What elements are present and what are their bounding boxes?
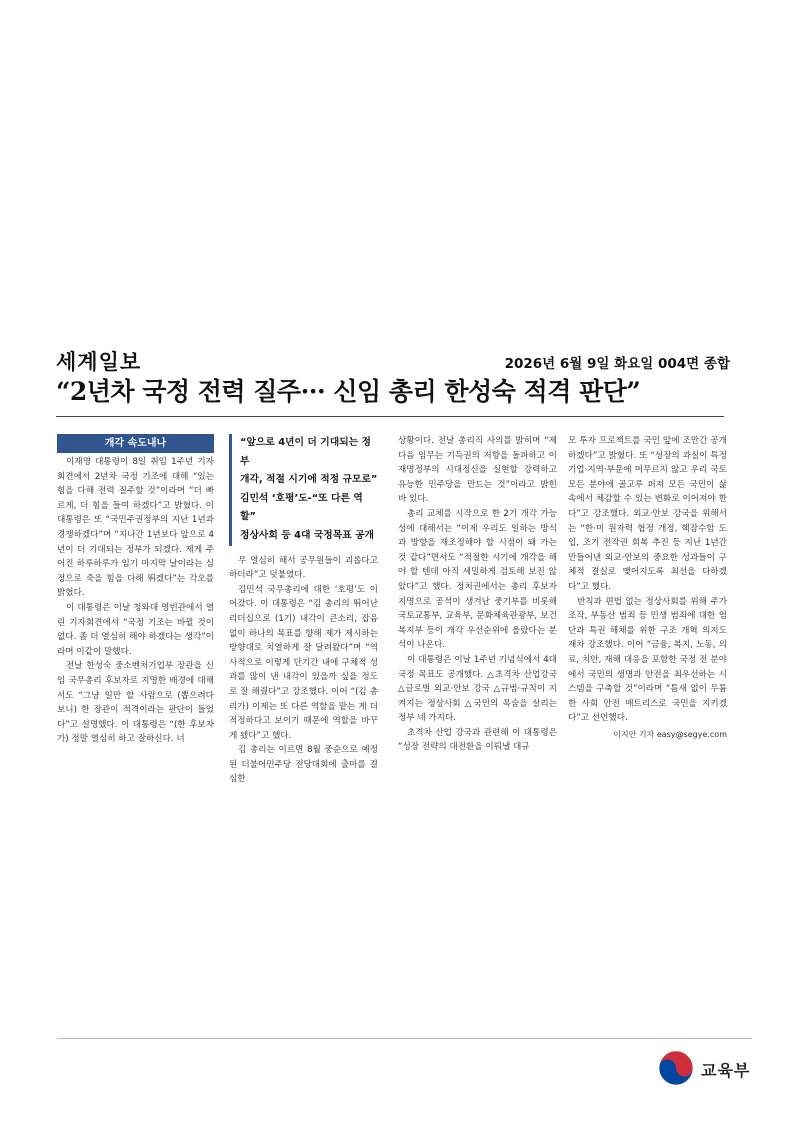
subheadline: 정상사회 등 4대 국정목표 공개 <box>240 529 375 541</box>
paragraph: 상황이다. 전날 총리직 사의를 밝히며 “제 다음 임무는 기득권의 저항을 돌파하고 이재명정부의 시대정신을 실현할 강력하고 유능한 민주당을 만드는 것”이라고 밝힌 바 있다. <box>398 436 557 505</box>
article-column-3 <box>398 434 557 755</box>
issue-info: 2026년 6월 9일 화요일 004면 종합 <box>504 356 730 372</box>
paragraph: 초격차 산업 강국과 관련해 이 대통령은 “성장 전략의 대전환을 이뤄낼 대규 <box>398 727 557 753</box>
byline: 이지안 기자 easy@segye.com <box>613 729 727 739</box>
paragraph: 총리 교체를 시작으로 한 2기 개각 가능성에 대해서는 “이제 우리도 일하는 방식과 방향을 재조정해야 할 시점이 돼 가는 것 같다”면서도 “적절한 시기에 개각을 해야 할 텐데 아직 세밀하게 검토해 보진 않았다”고 했다. 정치권에서는 총리 후보자 지명으로 공석이 생겨난 중기부를 비롯해 국토교통부, 교육부, 문화체육관광부, 보건복지부 등이 개각 우선순위에 올랐다는 분석이 나온다. <box>398 508 557 651</box>
newspaper-name: 세계일보 <box>56 349 142 374</box>
article-column-1 <box>57 434 214 747</box>
subheadline: 김민석 ‘호평’도-“또 다른 역할” <box>240 492 363 523</box>
paragraph: 무 열심히 해서 공무원들이 괴롭다고 하더라”고 덧붙였다. <box>229 555 378 581</box>
ministry-name: 교육부 <box>701 1061 751 1080</box>
paragraph: 김민석 국무총리에 대한 ‘호평’도 이어갔다. 이 대통령은 “김 총리의 뛰어난 리더십으로 (1기) 내각이 큰소리, 잡음 없이 하나의 목표를 향해 제가 제시하는 방향대로 치열하게 잘 달려왔다”며 “역사적으로 이렇게 단기간 내에 구체적 성과를 많이 낸 내각이 있을까 싶을 정도로 잘 해줬다”고 강조했다. 이어 “(김 총리가) 이제는 또 다른 역할을 맡는 게 더 적정하다고 보이기 때문에 역할을 바꾸게 됐다”고 했다. <box>229 584 378 741</box>
paragraph: 이 대통령은 이날 1주년 기념식에서 4대 국정 목표도 공개했다. △초격차 산업강국 △글로벌 외교·안보 강국 △규범·규칙이 지켜지는 정상사회 △국민의 목숨을 살리는 정부 네 가지다. <box>398 654 557 724</box>
subheadline-box <box>229 434 378 546</box>
headline: “2년차 국정 전력 질주··· 신임 총리 한성숙 적격 판단” <box>56 377 641 406</box>
headline-divider <box>56 416 724 417</box>
section-label: 개각 속도내나 <box>57 434 214 453</box>
paragraph: 반칙과 편법 없는 정상사회를 위해 주가 조작, 부동산 범죄 등 민생 범죄에 대한 엄단과 특권 해체를 위한 구조 개혁 의지도 재차 강조했다. 이어 “금융, 복지, 노동, 의료, 치안, 재해 대응을 포함한 국정 전 분야에서 국민의 생명과 안전을 최우선하는 시스템을 구축할 것”이라며 “틈새 없이 두툼한 사회 안전 매트리스로 국민을 지키겠다”고 선언했다. <box>568 596 727 724</box>
paragraph: 이재명 대통령이 8일 취임 1주년 기자회견에서 2년차 국정 기조에 대해 “있는 힘을 다해 전력 질주할 것”이라며 “더 빠르게, 더 힘을 들여 하겠다”고 밝혔다. 이 대통령은 또 “국민주권정부의 지난 1년과 경쟁하겠다”며 “지나간 1년보다 앞으로 4년이 더 기대되는 정부가 되겠다. 제게 주어진 하루하루가 임기 마지막 날이라는 심정으로 죽을 힘을 다해 뛰겠다”는 각오를 밝혔다. <box>57 457 214 599</box>
paragraph: 이 대통령은 이날 청와대 영빈관에서 열린 기자회견에서 “국정 기조는 바뀔 것이 없다. 좀 더 열심히 해야 하겠다는 생각”이라며 이같이 말했다. <box>57 602 214 657</box>
article-column-4 <box>568 434 727 742</box>
subheadline: “앞으로 4년이 더 기대되는 정부 <box>240 437 371 467</box>
subheadline: 개각, 적절 시기에 적정 규모로” <box>240 474 378 486</box>
taegeuk-emblem-icon <box>658 1050 694 1086</box>
article-column-2 <box>229 434 378 787</box>
footer-divider <box>57 1038 752 1039</box>
paragraph: 김 총리는 이르면 8월 중순으로 예정된 더불어민주당 전당대회에 출마를 결심한 <box>229 745 378 785</box>
paragraph: 전날 한성숙 중소벤처기업부 장관을 신임 국무총리 후보자로 지명한 배경에 대해서도 “그냥 일만 할 사람으로 (뽑으려다 보니) 한 장관이 적격이라는 판단이 들었다”고 설명했다. 이 대통령은 “(한 후보자가) 정말 열심히 하고 잘하신다. 너 <box>57 661 214 745</box>
ministry-logo <box>658 1050 758 1088</box>
masthead <box>56 346 730 374</box>
paragraph: 모 투자 프로젝트를 국민 앞에 조만간 공개하겠다”고 밝혔다. 또 “성장의 과실이 특정 기업·지역·부문에 머무르지 않고 우리 국토 모든 분야에 골고루 퍼져 모든 국민이 삶 속에서 체감할 수 있는 변화로 이어져야 한다”고 강조했다. 외교·안보 강국을 위해서는 “한·미 원자력 협정 개정, 핵잠수함 도입, 조기 전작권 회복 추진 등 지난 1년간 만들어낸 외교·안보의 중요한 성과들이 구체적 결실로 맺어지도록 최선을 다하겠다”고 했다. <box>568 436 727 592</box>
